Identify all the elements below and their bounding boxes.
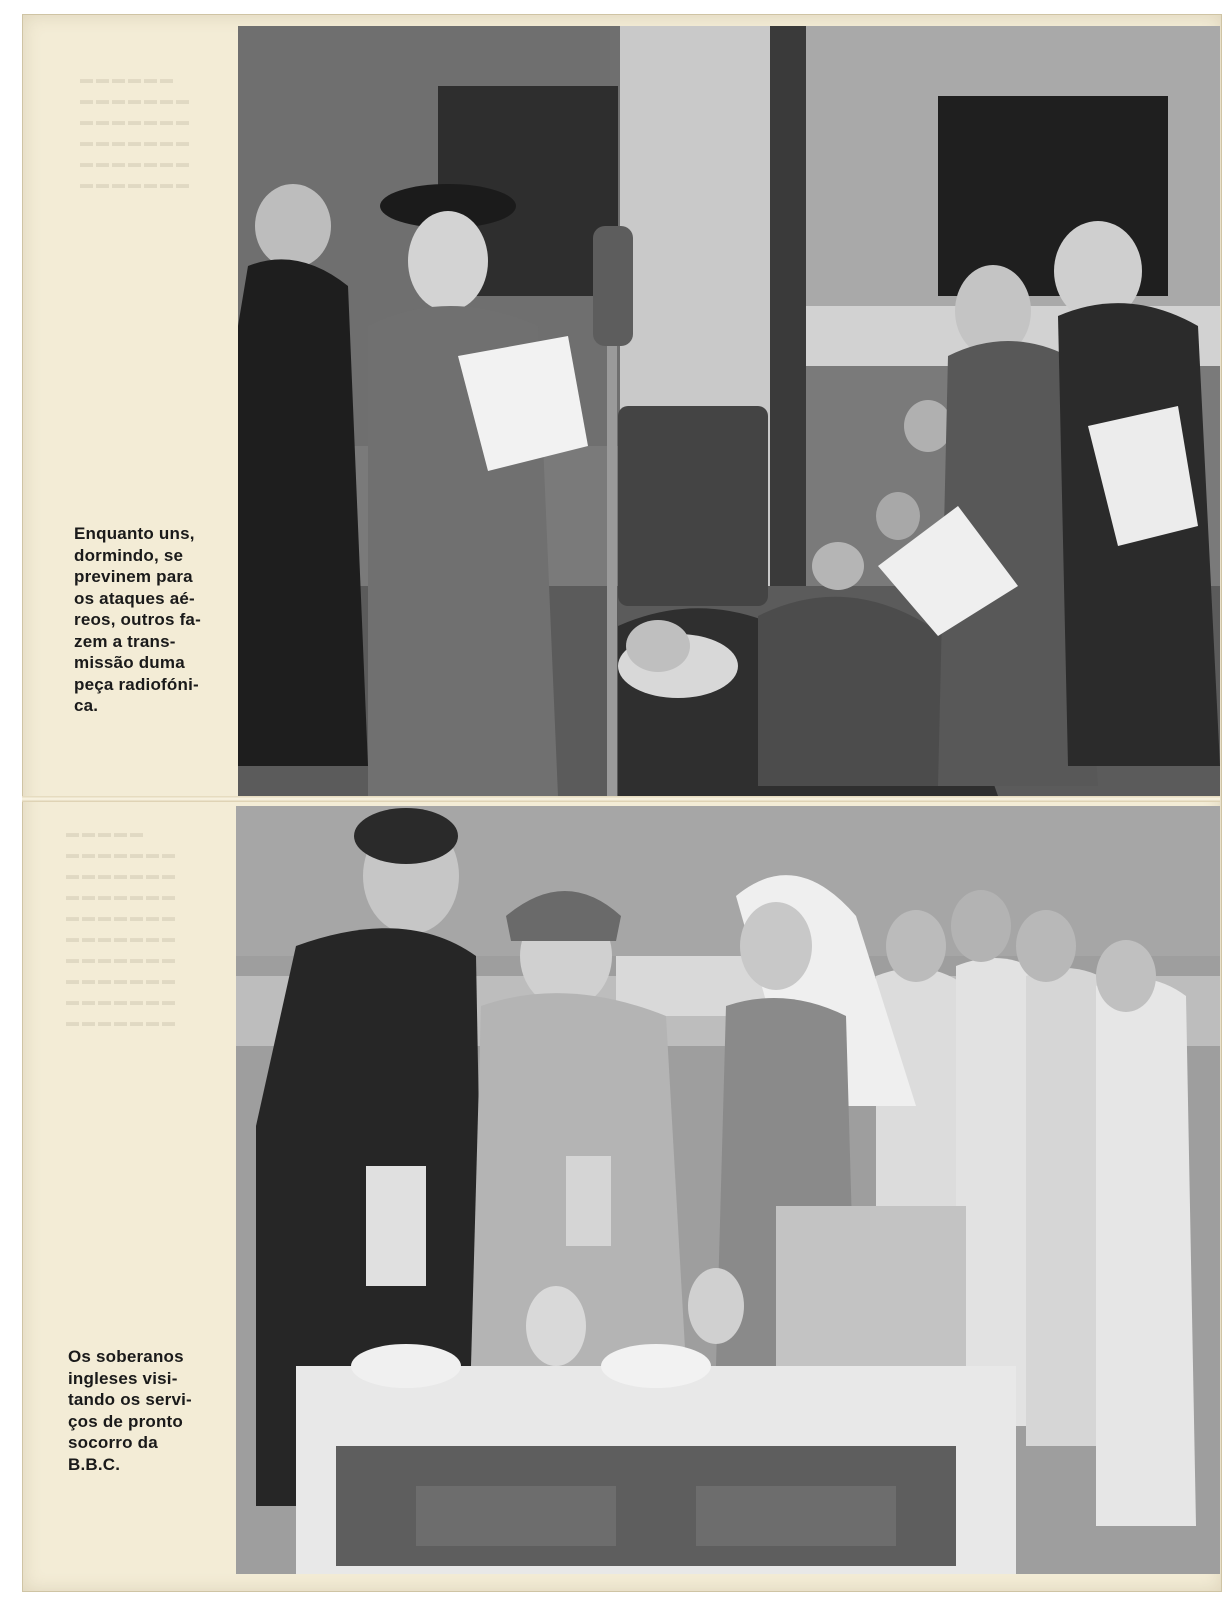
top-caption	[74, 523, 224, 717]
caption-line: Os soberanos	[68, 1347, 184, 1366]
show-through-text: ▬▬▬▬▬ ▬▬▬▬▬▬▬ ▬▬▬▬▬▬▬ ▬▬▬▬▬▬▬ ▬▬▬▬▬▬▬ ▬▬▬▬▬▬▬ ▬▬▬▬▬▬▬ ▬▬▬▬▬▬▬ ▬▬▬▬▬▬▬ ▬▬▬▬▬▬▬	[66, 825, 178, 1029]
caption-line: ços de pronto	[68, 1411, 183, 1431]
caption-line: Enquanto uns,	[74, 524, 195, 543]
page-fold	[22, 796, 1220, 802]
bottom-caption	[68, 1346, 218, 1475]
caption-line: zem a trans-	[74, 631, 176, 651]
caption-line: peça radiofóni-	[74, 674, 199, 694]
caption-line: os ataques aé-	[74, 588, 195, 608]
show-through-text: ▬▬▬▬▬▬ ▬▬▬▬▬▬▬ ▬▬▬▬▬▬▬ ▬▬▬▬▬▬▬ ▬▬▬▬▬▬▬ ▬▬▬▬▬▬▬	[80, 71, 192, 191]
caption-line: socorro da	[68, 1433, 158, 1452]
royal-visit-photo	[236, 806, 1220, 1574]
radio-broadcast-photo	[238, 26, 1220, 796]
caption-line: reos, outros fa-	[74, 610, 201, 629]
caption-line: dormindo, se	[74, 545, 184, 565]
caption-line: ca.	[74, 696, 99, 715]
caption-line: previnem para	[74, 567, 193, 586]
caption-line: tando os servi-	[68, 1390, 192, 1409]
caption-line: B.B.C.	[68, 1454, 121, 1474]
caption-line: ingleses visi-	[68, 1368, 178, 1388]
caption-line: missão duma	[74, 653, 185, 672]
